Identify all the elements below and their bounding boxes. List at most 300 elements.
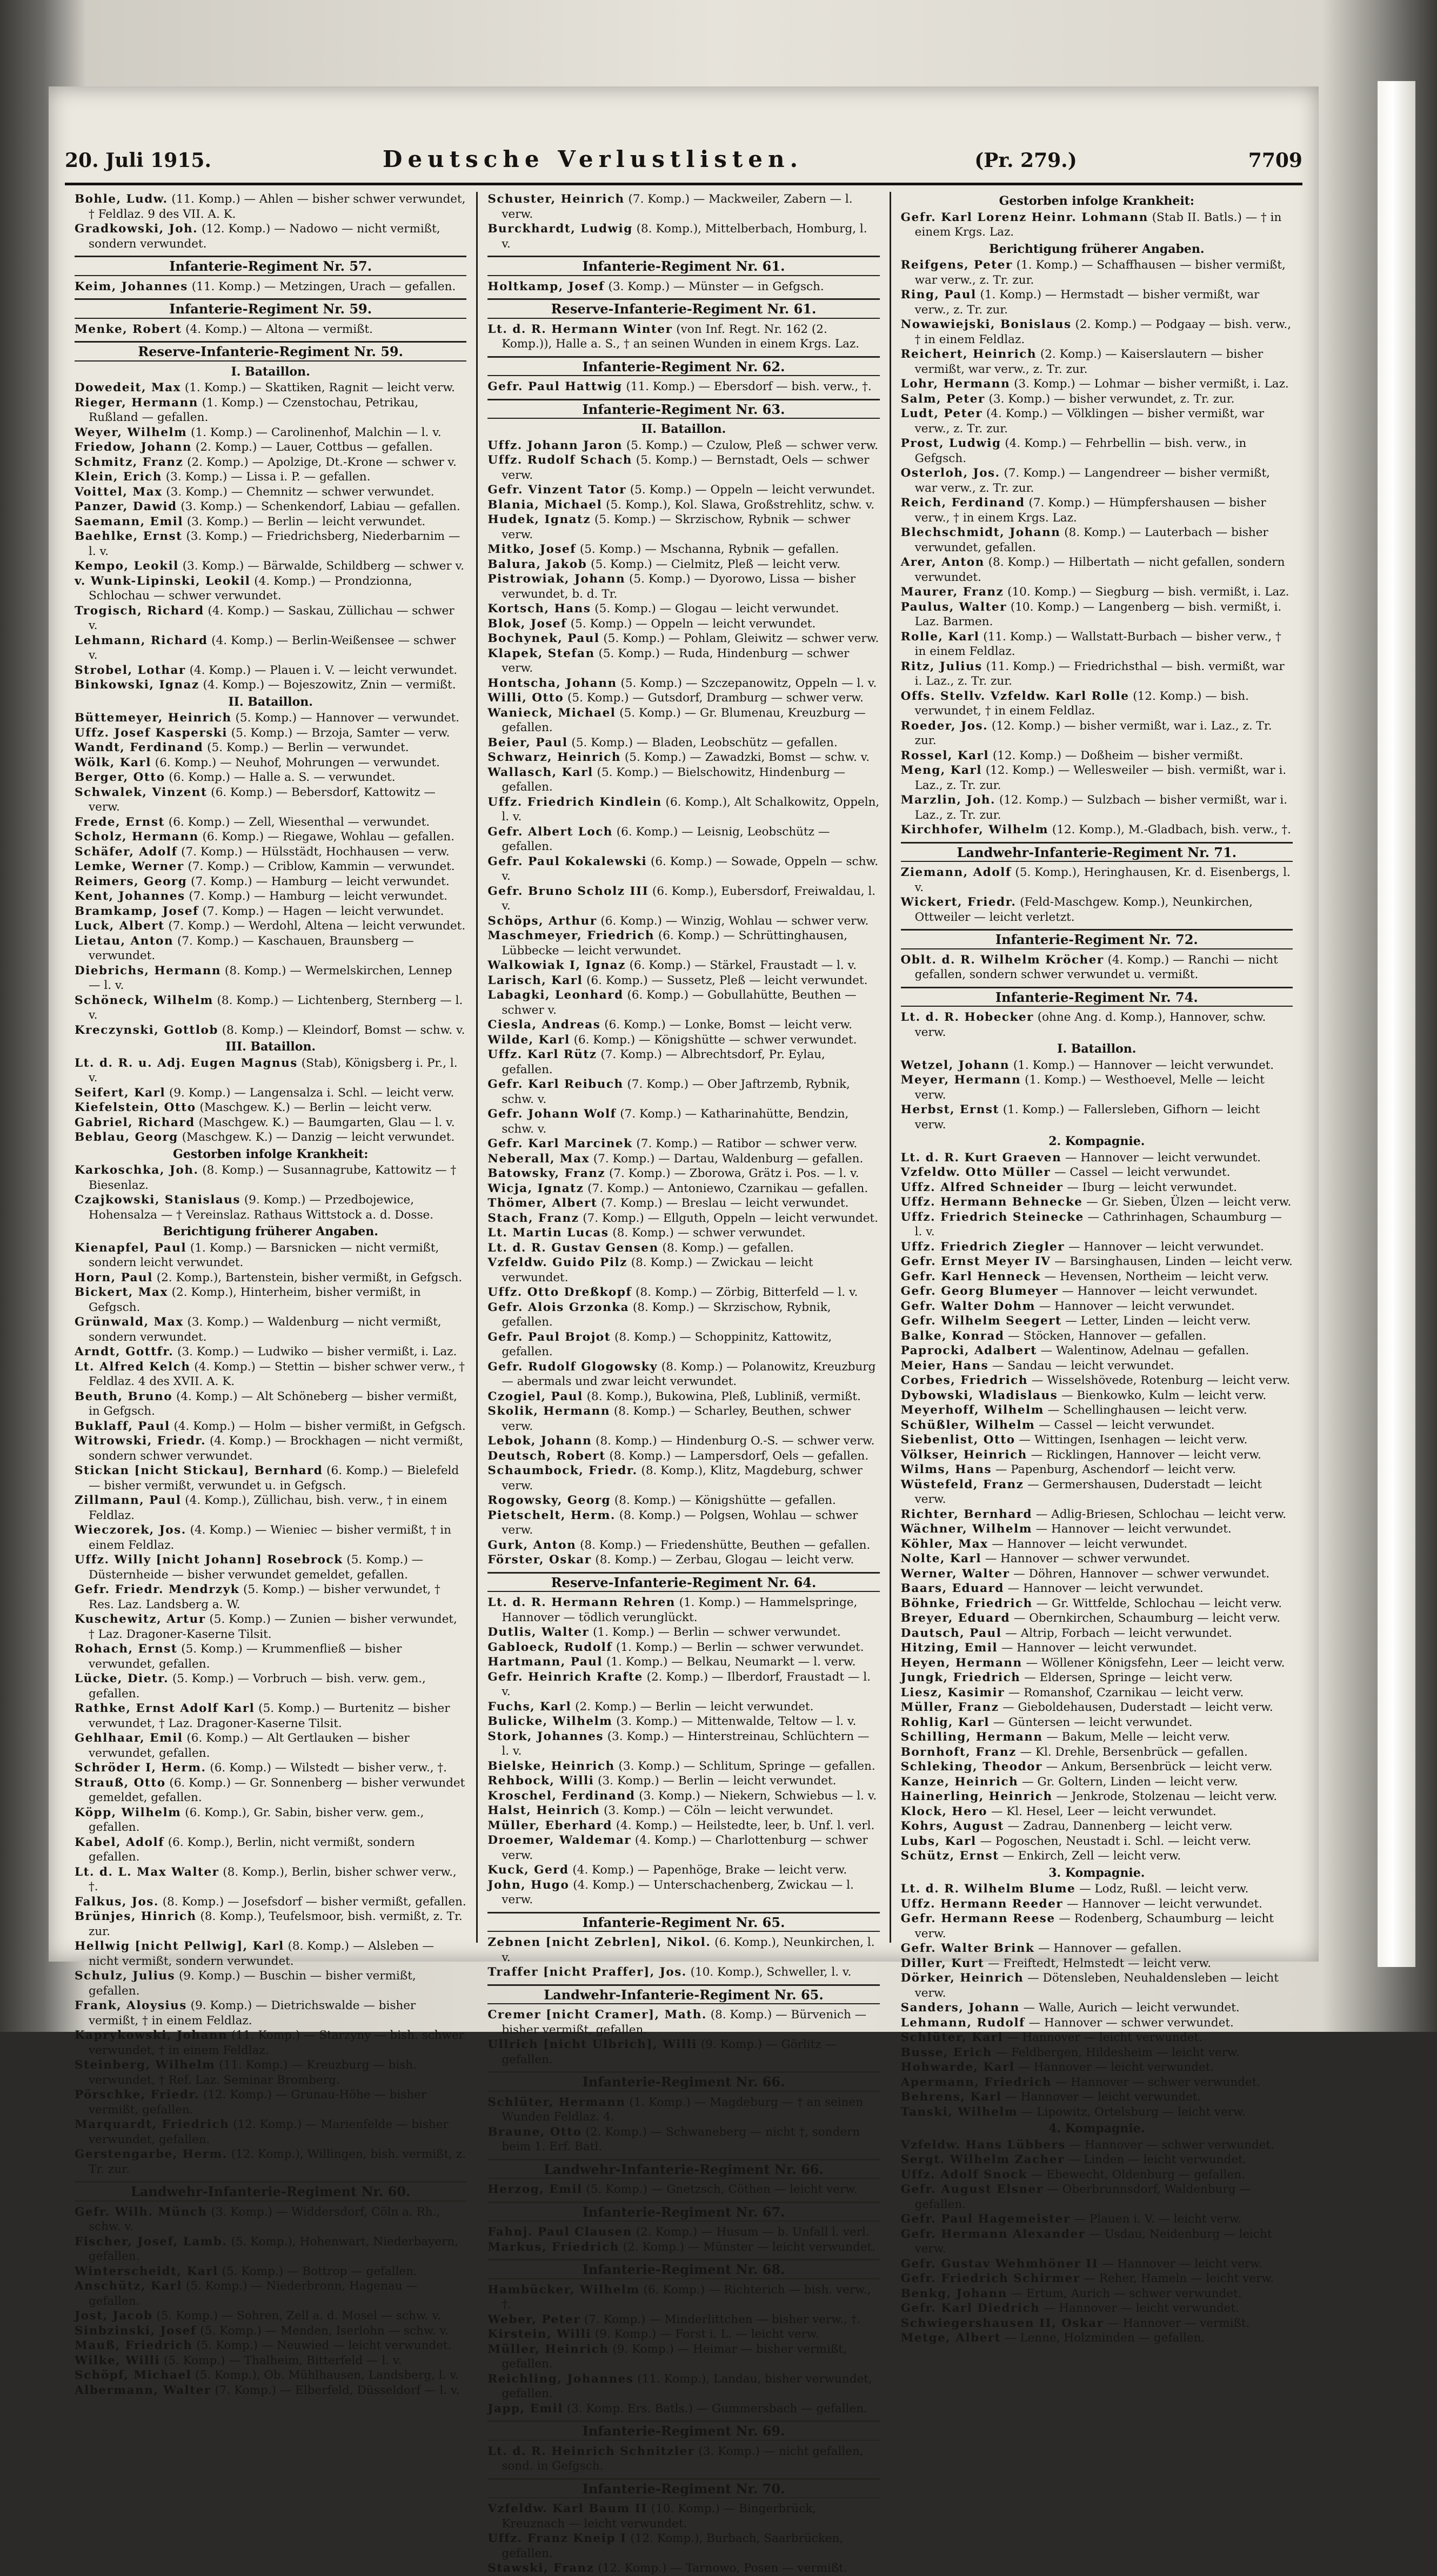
entry-name: Bramkamp, Josef [75, 904, 199, 918]
entry-name: Lt. d. L. Max Walter [75, 1865, 219, 1879]
entry-details: (5. Komp.) — Zunien — bisher verwundet, † Laz. Dragoner-Kaserne Tilsit. [89, 1612, 457, 1641]
entry-details: (5. Komp.) — Oppeln — leicht verwundet. [566, 617, 816, 631]
casualty-entry [487, 1330, 879, 1360]
entry-name: Fuchs, Karl [487, 1700, 572, 1714]
entry-details: — Zadrau, Dannenberg — leicht verw. [1004, 1819, 1233, 1833]
entry-name: Hitzing, Emil [900, 1641, 998, 1655]
casualty-entry [487, 1493, 879, 1508]
entry-name: Baehlke, Ernst [75, 530, 183, 543]
entry-details: (7. Komp.) — Hamburg — leicht verwundet. [187, 874, 450, 888]
entry-details: (5. Komp.) — Brzoja, Samter — verw. [227, 726, 450, 740]
casualty-entry [487, 2531, 879, 2561]
entry-details: — Hannover — leicht verwundet. [1065, 1240, 1264, 1254]
casualty-entry [901, 2286, 1293, 2301]
entry-name: Dautsch, Paul [900, 1626, 1002, 1640]
casualty-entry [901, 1329, 1293, 1344]
entry-details: — Hannover — leicht verwundet. [1004, 1582, 1204, 1595]
entry-name: Halst, Heinrich [487, 1804, 600, 1817]
casualty-entry [487, 825, 879, 854]
entry-name: Gefr. Walter Dohm [900, 1299, 1035, 1313]
entry-details: (11. Komp.) — Friedrichsthal — bish. vermißt, war i. Laz., z. Tr. zur. [914, 659, 1285, 688]
casualty-entry [901, 2212, 1293, 2227]
entry-details: (5. Komp.) — Gnetzsch, Cöthen — leicht verw. [582, 2183, 858, 2196]
casualty-entry [901, 1670, 1293, 1685]
entry-details: (11. Komp.) — Ebersdorf — bish. verw., †. [622, 380, 872, 393]
entry-name: Schwalek, Vinzent [75, 785, 208, 799]
entry-details: — Hannover — leicht verwundet. [1063, 1897, 1262, 1911]
entry-name: Gefr. Paul Hattwig [487, 380, 623, 393]
casualty-entry [487, 1818, 879, 1834]
entry-name: Karkoschka, Joh. [75, 1163, 199, 1177]
casualty-entry [901, 1700, 1293, 1715]
entry-details: (1. Komp.) — Skattiken, Ragnit — leicht verw. [181, 381, 456, 394]
entry-details: (5. Komp.) — Menden, Iserlohn — schw. v. [196, 2324, 449, 2338]
entry-name: Frede, Ernst [75, 815, 165, 829]
casualty-entry [75, 1285, 466, 1315]
entry-name: Baars, Eduard [900, 1582, 1004, 1595]
entry-details: (7. Komp.) — Hagen — leicht verwundet. [198, 904, 444, 918]
entry-name: Wicja, Ignatz [487, 1181, 584, 1195]
entry-details: (7. Komp.) — Mackweiler, Zabern — l. verw. [502, 192, 853, 221]
casualty-entry [487, 958, 879, 973]
entry-details: (6. Komp.) — Stärkel, Fraustadt — l. v. [625, 959, 857, 972]
entry-details: (12. Komp.) — bisher vermißt, war i. Laz., z. Tr. zur. [914, 719, 1272, 747]
casualty-entry [75, 604, 466, 633]
entry-details: (3. Komp.) — Lissa i. P. — gefallen. [162, 470, 371, 484]
casualty-entry [487, 2125, 879, 2155]
casualty-entry [487, 2225, 879, 2240]
entry-name: Gefr. August Elsner [900, 2183, 1044, 2196]
entry-details: — Hannover — leicht verwundet. [1061, 1150, 1261, 1165]
entry-details: (1. Komp.) — Schaffhausen — bisher vermißt, war verw., z. Tr. zur. [914, 258, 1286, 287]
entry-name: Böhnke, Friedrich [900, 1596, 1033, 1610]
casualty-entry [487, 735, 879, 751]
casualty-entry [487, 192, 879, 222]
entry-details: — Hannover — leicht verw. [1098, 2257, 1262, 2271]
casualty-entry [901, 793, 1293, 822]
entry-details: (6. Komp.), Alt Schalkowitz, Oppeln, l. v. [502, 795, 880, 824]
entry-details: (5. Komp.) — Ruda, Hindenburg — schwer verw. [502, 646, 850, 675]
casualty-entry [487, 1833, 879, 1863]
casualty-entry [901, 406, 1293, 436]
regiment-heading: Reserve-Infanterie-Regiment Nr. 64. [487, 1572, 879, 1593]
entry-name: Kabel, Adolf [75, 1835, 164, 1849]
entry-details: (5. Komp.) — Gr. Blumenau, Kreuzburg — gefallen. [502, 706, 866, 734]
entry-details: (7. Komp.) — Kaschauen, Braunsberg — verwundet. [89, 934, 414, 962]
entry-details: (7. Komp.) — Dartau, Waldenburg — gefallen. [589, 1152, 864, 1166]
casualty-entry [901, 377, 1293, 392]
entry-details: (4. Komp.) — Brockhagen — nicht vermißt, sondern schwer verwundet. [89, 1434, 464, 1463]
entry-details: — Altrip, Forbach — leicht verwundet. [1001, 1626, 1232, 1640]
casualty-entry [75, 2087, 466, 2117]
entry-details: — Hannover — schwer verwundet. [1065, 2138, 1274, 2152]
casualty-entry [75, 1193, 466, 1222]
issue-date: 20. Juli 1915. [65, 149, 211, 172]
entry-name: Gefr. Alois Grzonka [487, 1300, 630, 1314]
entry-details: (6. Komp.) — Bebersdorf, Kattowitz — verw. [89, 785, 436, 814]
entry-name: Schöpf, Michael [75, 2368, 192, 2382]
casualty-entry [901, 1971, 1293, 2000]
entry-details: (7. Komp.) — Breslau — leicht verwundet. [597, 1196, 849, 1210]
entry-name: Burckhardt, Ludwig [487, 222, 633, 236]
entry-details: (6. Komp.), Gr. Sabin, bisher verw. gem., gefallen. [89, 1805, 424, 1834]
entry-details: (9. Komp.) — Dietrichswalde — bisher vermißt, † in einem Feldlaz. [89, 1999, 416, 2028]
casualty-entry [901, 1195, 1293, 1210]
entry-details: (11. Komp.) — Ahlen — bisher schwer verwundet, † Feldlaz. 9 des VII. A. K. [89, 192, 466, 221]
entry-name: Schüßler, Wilhelm [900, 1418, 1035, 1432]
entry-details: (2. Komp.) — Husum — b. Unfall l. verl. [632, 2225, 870, 2239]
casualty-entry [487, 322, 879, 352]
entry-name: Pietschelt, Herm. [487, 1508, 616, 1522]
entry-name: Meyer, Hermann [900, 1073, 1021, 1087]
entry-details: (8. Komp.) — gefallen. [658, 1241, 794, 1255]
entry-name: Lt. d. R. Heinrich Schnitzler [487, 2444, 695, 2458]
entry-name: Gefr. Friedrich Schirmer [900, 2272, 1080, 2285]
entry-name: Fahnj. Paul Clausen [487, 2225, 632, 2239]
entry-details: (1. Komp.) — Czenstochau, Petrikau, Rußland — gefallen. [89, 396, 419, 424]
casualty-entry [901, 2045, 1293, 2060]
entry-details: (8. Komp.), Teufelsmoor, bish. vermißt, z. Tr. zur. [89, 1910, 463, 1938]
casualty-entry [901, 719, 1293, 748]
entry-details: (7. Komp.) — Ratibor — schwer verw. [632, 1137, 858, 1150]
casualty-entry [901, 2182, 1293, 2212]
casualty-entry [487, 631, 879, 646]
casualty-entry [901, 1373, 1293, 1388]
casualty-entry [75, 1998, 466, 2028]
casualty-entry [75, 663, 466, 678]
entry-name: Lt. d. R. Hermann Rehren [487, 1596, 676, 1609]
casualty-entry [901, 1551, 1293, 1567]
entry-details: — Hannover — schwer verwundet. [1025, 2016, 1234, 2030]
entry-name: Wilms, Hans [900, 1463, 992, 1476]
entry-name: Balke, Konrad [900, 1329, 1005, 1343]
entry-name: Rieger, Hermann [75, 396, 198, 410]
entry-details: (4. Komp.) — Holm — bisher vermißt, in Gefgsch. [170, 1419, 466, 1433]
casualty-entry [75, 1895, 466, 1910]
casualty-entry [901, 1210, 1293, 1240]
casualty-entry [487, 691, 879, 706]
entry-details: — Cathrinhagen, Schaumburg — l. v. [914, 1210, 1282, 1239]
entry-name: Winterscheidt, Karl [75, 2264, 218, 2278]
casualty-entry [487, 646, 879, 676]
entry-name: Braune, Otto [487, 2125, 582, 2139]
entry-name: Gefr. Gustav Wehmhöner II [900, 2257, 1099, 2271]
entry-details: (5. Komp.), Kol. Slawa, Großstrehlitz, schw. v. [602, 498, 875, 512]
regiment-heading: Infanterie-Regiment Nr. 70. [487, 2478, 879, 2499]
entry-name: Gabriel, Richard [75, 1115, 195, 1129]
casualty-entry [901, 210, 1293, 240]
entry-name: Vzfeldw. Karl Baum II [487, 2502, 647, 2515]
entry-name: Panzer, Dawid [75, 500, 177, 513]
casualty-entry [901, 2105, 1293, 2120]
casualty-entry [487, 557, 879, 572]
entry-details: (6. Komp.) — Schrüttinghausen, Lübbecke — leicht verwundet. [502, 929, 848, 958]
entry-name: Stach, Franz [487, 1211, 579, 1225]
casualty-entry [487, 1300, 879, 1330]
entry-name: Blania, Michael [487, 498, 603, 512]
casualty-entry [75, 470, 466, 485]
casualty-entry [901, 689, 1293, 719]
regiment-heading: Infanterie-Regiment Nr. 62. [487, 356, 879, 377]
entry-details: (9. Komp.) — Heimar — bisher vermißt, gefallen. [502, 2342, 847, 2371]
entry-details: (5. Komp.) — Thalheim, Bitterfeld — l. v. [160, 2353, 402, 2367]
entry-name: Benkg, Johann [900, 2286, 1007, 2300]
casualty-entry [487, 2342, 879, 2372]
entry-name: Lietau, Anton [75, 934, 174, 948]
entry-details: (von Inf. Regt. Nr. 162 (2. Komp.)), Halle a. S., † an seinen Wunden in einem Krgs. Laz. [502, 322, 860, 351]
entry-name: Kirchhofer, Wilhelm [900, 823, 1049, 837]
entry-name: Hontscha, Johann [487, 676, 617, 690]
entry-name: Strobel, Lothar [75, 663, 186, 677]
entry-name: Weyer, Wilhelm [75, 425, 188, 439]
entry-name: Reich, Ferdinand [900, 496, 1025, 510]
casualty-entry [901, 763, 1293, 793]
entry-name: Dörker, Heinrich [900, 1971, 1024, 1985]
column-1 [65, 192, 478, 2397]
casualty-entry [487, 1789, 879, 1804]
entry-name: Kirstein, Willi [487, 2327, 591, 2341]
entry-name: Falkus, Jos. [75, 1895, 159, 1909]
entry-name: Liesz, Kasimir [900, 1685, 1005, 1700]
casualty-entry [901, 2075, 1293, 2090]
entry-name: Seifert, Karl [75, 1086, 166, 1100]
section-subheading: II. Bataillon. [228, 694, 313, 709]
entry-details: (8. Komp.) — Wermelskirchen, Lennep — l. v. [89, 964, 452, 992]
casualty-entry [901, 1834, 1293, 1849]
entry-name: Klock, Hero [900, 1804, 987, 1818]
casualty-entry [901, 2060, 1293, 2075]
casualty-entry [901, 1299, 1293, 1314]
casualty-entry [901, 630, 1293, 659]
casualty-entry [901, 1567, 1293, 1582]
casualty-entry [901, 1882, 1293, 1897]
casualty-entry [901, 2030, 1293, 2045]
entry-name: Gefr. Karl Marcinek [487, 1137, 633, 1150]
entry-details: (4. Komp.) — Ranchi — nicht gefallen, sondern schwer verwundet u. vermißt. [914, 953, 1278, 981]
entry-name: Ludt, Peter [900, 407, 983, 420]
casualty-entry [75, 322, 466, 337]
casualty-entry [75, 964, 466, 993]
entry-details: (2. Komp.) — Münster — leicht verwundet. [619, 2240, 875, 2254]
regiment-heading: Infanterie-Regiment Nr. 66. [487, 2071, 879, 2092]
entry-details: — Döhren, Hannover — schwer verwundet. [1010, 1567, 1270, 1581]
casualty-entry [487, 2561, 879, 2576]
entry-details: (3. Komp.) — Ludwiko — bisher vermißt, i. Laz. [173, 1345, 457, 1359]
entry-details: — Hannover — leicht verwundet. [1058, 1284, 1258, 1298]
entry-name: Dutlis, Walter [487, 1625, 590, 1639]
casualty-entry [487, 1152, 879, 1167]
entry-name: Köpp, Wilhelm [75, 1805, 182, 1819]
entry-details: (12. Komp.) — Nadowo — nicht vermißt, sondern verwundet. [89, 222, 440, 251]
entry-details: — Bienkowko, Kulm — leicht verw. [1058, 1388, 1267, 1402]
entry-name: Wanieck, Michael [487, 706, 616, 720]
entry-details: (10. Komp.) — Siegburg — bish. vermißt, i. Laz. [1004, 585, 1289, 599]
casualty-entry [75, 425, 466, 440]
entry-details: (8. Komp.) — Zörbig, Bitterfeld — l. v. [632, 1286, 858, 1299]
casualty-entry [487, 914, 879, 929]
entry-name: Kohrs, August [900, 1819, 1004, 1833]
entry-details: (8. Komp.), Bukowina, Pleß, Lubliniß, vermißt. [583, 1389, 861, 1403]
casualty-entry [487, 279, 879, 295]
casualty-entry [901, 1911, 1293, 1941]
entry-name: Keim, Johannes [75, 279, 188, 293]
header-rule [65, 183, 1302, 185]
casualty-entry [487, 1389, 879, 1404]
entry-details: (5. Komp.) — Bladen, Leobschütz — gefallen. [567, 735, 838, 750]
entry-details: (5. Komp.) — bisher verwundet, † Res. Laz. Landsberg a. W. [89, 1583, 440, 1611]
entry-name: Czajkowski, Stanislaus [75, 1193, 241, 1207]
entry-details: (9. Komp.) — Görlitz — gefallen. [502, 2038, 837, 2066]
entry-details: — Hannover — gefallen. [1034, 1942, 1182, 1955]
entry-details: (7. Komp.) — Zborowa, Grätz i. Pos. — l. v. [605, 1167, 859, 1180]
casualty-entry [75, 1115, 466, 1130]
entry-details: (7. Komp.) — Minderlittchen — bisher verw., †. [580, 2312, 861, 2326]
entry-name: Jungk, Friedrich [900, 1671, 1021, 1684]
entry-details: (1. Komp.) — Hannover — leicht verwundet. [1010, 1058, 1274, 1072]
entry-details: (5. Komp.) — Glogau — leicht verwundet. [591, 602, 839, 615]
entry-name: Kuck, Gerd [487, 1863, 569, 1877]
casualty-entry [487, 1077, 879, 1107]
entry-details: (4. Komp.) — Heilstedte, leer, b. Unf. l. verl. [612, 1818, 875, 1832]
entry-details: (2. Komp.) — Lauer, Cottbus — gefallen. [192, 440, 433, 454]
casualty-entry [487, 1360, 879, 1389]
entry-name: Traffer [nicht Praffer], Jos. [487, 1965, 687, 1979]
entry-name: Metge, Albert [900, 2331, 1001, 2345]
entry-details: (3. Komp.) — Mittenwalde, Teltow — l. v. [612, 1715, 857, 1728]
entry-name: Gefr. Paul Hagemeister [900, 2212, 1071, 2226]
entry-details: (12. Komp.) — bish. verwundet, † in einem Feldlaz. [914, 689, 1249, 718]
entry-details: — Schellinghausen — leicht verw. [1044, 1403, 1247, 1417]
entry-name: Kroschel, Ferdinand [487, 1789, 636, 1803]
entry-details: — Ertum, Aurich — schwer verwundet. [1007, 2286, 1242, 2300]
casualty-entry [901, 2301, 1293, 2316]
entry-name: Gradkowski, Joh. [75, 222, 198, 236]
entry-details: — Stöcken, Hannover — gefallen. [1004, 1329, 1207, 1343]
entry-details: — Gieboldehausen, Duderstadt — leicht verw. [999, 1701, 1273, 1714]
entry-name: Gefr. Hermann Alexander [900, 2227, 1086, 2241]
entry-name: Uffz. Willy [nicht Johann] Rosebrock [75, 1553, 343, 1567]
entry-name: Lemke, Werner [75, 860, 184, 873]
casualty-entry [487, 1166, 879, 1181]
casualty-entry [487, 765, 879, 795]
casualty-entry [75, 740, 466, 755]
entry-details: (4. Komp.) — Stettin — bisher schwer verw., † Feldlaz. 4 des XVII. A. K. [89, 1360, 465, 1388]
entry-details: (9. Komp.) — Buschin — bisher vermißt, gefallen. [89, 1969, 416, 1998]
casualty-entry [487, 2037, 879, 2067]
entry-details: (4. Komp.) — Wieniec — bisher vermißt, † in einem Feldlaz. [89, 1523, 451, 1552]
entry-details: (Stab II. Batls.) — † in einem Krgs. Laz. [914, 210, 1282, 239]
entry-details: (8. Komp.) — Hindenburg O.-S. — schwer verw. [592, 1434, 875, 1448]
regiment-heading: Infanterie-Regiment Nr. 69. [487, 2420, 879, 2441]
entry-name: Anschütz, Karl [75, 2279, 182, 2293]
casualty-entry [901, 1418, 1293, 1433]
entry-details: (8. Komp.) — Lichtenberg, Sternberg — l. v. [89, 993, 463, 1022]
casualty-entry [901, 392, 1293, 407]
entry-details: (3. Komp. Ers. Batls.) — Gummersbach — gefallen. [563, 2401, 867, 2416]
entry-details: (1. Komp.) — Hermstadt — bisher vermißt, war verw., z. Tr. zur. [914, 288, 1260, 317]
entry-details: (5. Komp.) — Düsternheide — bisher verwundet gemeldet, gefallen. [89, 1553, 424, 1582]
entry-details: (6. Komp.) — Zell, Wiesenthal — verwundet. [164, 815, 430, 829]
casualty-entry [901, 2331, 1293, 2346]
entry-name: Heyen, Hermann [900, 1656, 1022, 1670]
casualty-entry [75, 559, 466, 574]
entry-name: Schuster, Heinrich [487, 192, 625, 206]
casualty-entry [901, 287, 1293, 317]
entry-details: (8. Komp.) — Lampersdorf, Oels — gefallen. [605, 1449, 869, 1463]
section-subheading: 3. Kompagnie. [1048, 1865, 1145, 1880]
entry-details: (12. Komp.) — Grunau-Höhe — bisher vermißt, gefallen. [89, 2088, 427, 2117]
entry-details: (3. Komp.) — Waldenburg — nicht vermißt, sondern verwundet. [89, 1315, 442, 1344]
casualty-entry [487, 483, 879, 498]
entry-name: Labagki, Leonhard [487, 988, 624, 1002]
casualty-entry [75, 2368, 466, 2383]
entry-name: Ritz, Julius [900, 659, 982, 673]
entry-details: (3. Komp.) — Chemnitz — schwer verwundet. [162, 485, 435, 499]
entry-details: — Walentinow, Adelnau — gefallen. [1037, 1344, 1249, 1357]
entry-name: Gurk, Anton [487, 1538, 577, 1552]
entry-name: Marquardt, Friedrich [75, 2118, 230, 2131]
entry-details: (6. Komp.) — Neuhof, Mohrungen — verwundet. [151, 755, 440, 770]
entry-name: Lt. Martin Lucas [487, 1226, 609, 1240]
casualty-entry [901, 1656, 1293, 1671]
entry-details: (4. Komp.) — Alt Schöneberg — bisher vermißt, in Gefgsch. [89, 1389, 457, 1418]
casualty-entry [75, 2324, 466, 2339]
entry-details: (5. Komp.) — Czulow, Pleß — schwer verw. [622, 438, 879, 452]
casualty-entry [75, 529, 466, 559]
entry-details: (1. Komp.) — Carolinenhof, Malchin — l. v. [187, 425, 442, 439]
entry-details: (4. Komp.) — Fehrbellin — bish. verw., in Gefgsch. [914, 437, 1247, 465]
entry-name: Meier, Hans [900, 1359, 989, 1373]
casualty-entry [487, 498, 879, 513]
entry-details: (3. Komp.) — Münster — in Gefgsch. [604, 279, 824, 293]
casualty-entry [901, 1284, 1293, 1299]
casualty-entry [901, 1759, 1293, 1775]
casualty-entry [75, 440, 466, 455]
regiment-heading: Infanterie-Regiment Nr. 72. [901, 929, 1293, 949]
entry-details: (11. Komp.) — Starzyny — bish. schwer verwundet, † in einem Feldlaz. [89, 2029, 465, 2057]
casualty-entry [75, 1419, 466, 1434]
entry-name: Herzog, Emil [487, 2183, 583, 2196]
entry-name: Osterloh, Jos. [900, 466, 1000, 480]
casualty-entry [901, 1775, 1293, 1790]
entry-name: Oblt. d. R. Wilhelm Kröcher [900, 953, 1104, 967]
entry-name: Bielske, Heinrich [487, 1759, 615, 1773]
entry-name: Lohr, Hermann [900, 377, 1011, 391]
casualty-entry [901, 1626, 1293, 1641]
entry-details: (1. Komp.) — Westhoevel, Melle — leicht verw. [914, 1073, 1265, 1102]
casualty-entry [75, 1731, 466, 1761]
entry-name: Uffz. Franz Kneip I [487, 2532, 627, 2545]
casualty-entry [901, 1058, 1293, 1073]
issue-number: (Pr. 279.) [974, 149, 1077, 172]
entry-name: Gefr. Paul Brojot [487, 1330, 611, 1344]
entry-name: Schröder I, Herm. [75, 1761, 206, 1775]
entry-name: Kienapfel, Paul [75, 1241, 187, 1255]
entry-details: (6. Komp.) — Leisnig, Leobschütz — gefallen. [502, 825, 830, 853]
section-subheading: III. Bataillon. [225, 1040, 316, 1054]
casualty-entry [487, 973, 879, 988]
casualty-entry [487, 1935, 879, 1965]
entry-name: Kent, Johannes [75, 889, 185, 903]
entry-details: (11. Komp.), Landau, bisher verwundet, gefallen. [502, 2372, 872, 2400]
entry-name: Albermann, Walter [75, 2383, 211, 2397]
publication-title: Deutsche Verlustlisten. [383, 146, 804, 172]
casualty-entry [901, 1819, 1293, 1834]
entry-name: Uffz. Hermann Behnecke [900, 1195, 1083, 1209]
entry-name: Wallasch, Karl [487, 765, 593, 779]
entry-details: (12. Komp.) — Marienfelde — bisher verwundet, gefallen. [89, 2118, 449, 2146]
entry-name: Kanze, Heinrich [900, 1775, 1019, 1789]
